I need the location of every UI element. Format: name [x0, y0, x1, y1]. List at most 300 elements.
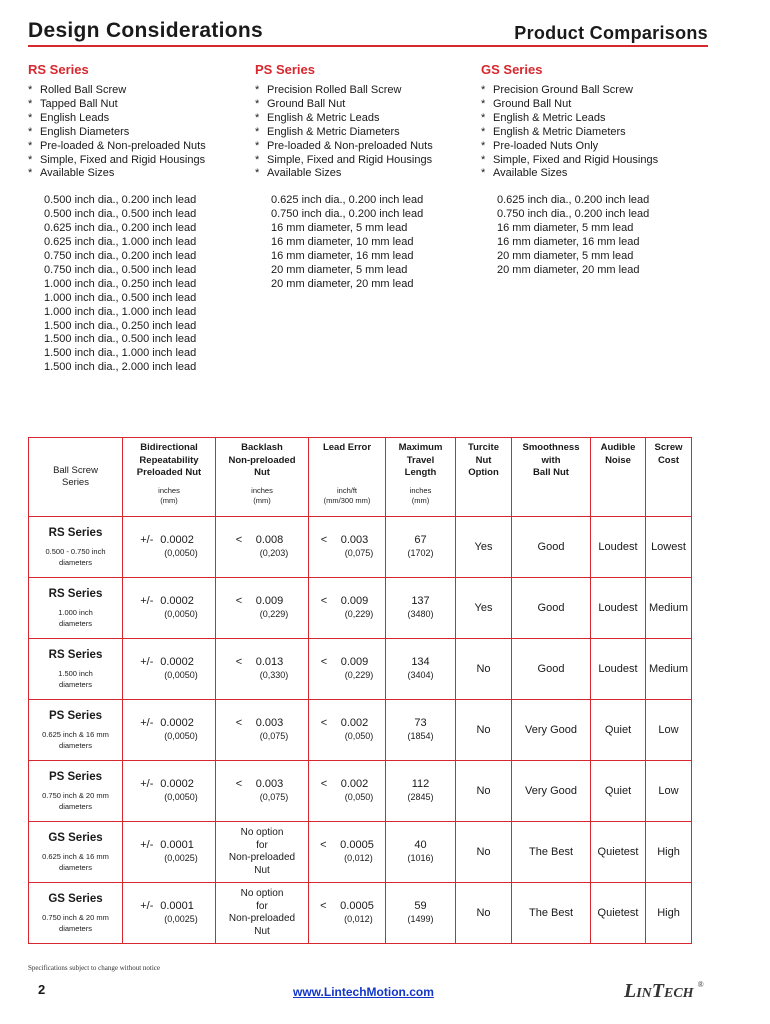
- table-row: [29, 822, 692, 883]
- value-group: [236, 778, 289, 804]
- value-line: [321, 717, 374, 730]
- cell-noise: Loudest: [591, 578, 646, 639]
- cell-series: [29, 822, 123, 883]
- value-metric: (0,0050): [164, 548, 198, 558]
- size-item: 0.625 inch dia., 0.200 inch lead: [44, 222, 197, 235]
- feature-item: * Available Sizes: [28, 167, 253, 181]
- header-series-line: Ball Screw: [53, 464, 98, 476]
- travel-value: 137: [411, 595, 430, 607]
- value-group: [321, 534, 374, 560]
- travel-metric: (2845): [407, 792, 434, 802]
- cell-turcite: No: [456, 761, 512, 822]
- header-repeatability: [123, 438, 216, 517]
- value-metric: (0,229): [344, 609, 374, 619]
- value: 0.0002: [160, 717, 194, 729]
- comparison-table: [28, 437, 692, 944]
- size-item: 0.625 inch dia., 1.000 inch lead: [44, 236, 197, 249]
- logo-text: T: [651, 980, 664, 1002]
- subtitle-line: 0.500 - 0.750 inch: [45, 546, 106, 556]
- size-item: 16 mm diameter, 5 mm lead: [271, 222, 408, 235]
- value: 0.0002: [160, 778, 194, 790]
- value: 0.0001: [160, 839, 194, 851]
- feature-item: * Ground Ball Nut: [255, 98, 480, 112]
- subtitle-line: diameters: [59, 801, 92, 811]
- travel-group: [386, 534, 455, 560]
- feature-item: * Rolled Ball Screw: [28, 84, 253, 98]
- cell-travel: [386, 761, 456, 822]
- value: 0.002: [340, 717, 369, 729]
- value-metric: (0,075): [259, 731, 289, 741]
- series-name: RS Series: [48, 587, 103, 600]
- cell-lead-error: [309, 883, 386, 944]
- header-line: Repeatability: [139, 454, 199, 466]
- value-group: [140, 900, 198, 926]
- cell-repeatability: [123, 822, 216, 883]
- series-column: [255, 62, 480, 292]
- header-line: Non-preloaded: [228, 454, 296, 466]
- header-line: Screw: [654, 442, 683, 453]
- cell-smoothness: Good: [512, 578, 591, 639]
- value-metric: (0,229): [344, 670, 374, 680]
- series-name: RS Series: [48, 648, 103, 661]
- unit-line: inches: [251, 486, 273, 495]
- series-subtitle: [29, 851, 122, 873]
- backlash-text-line: Nut: [254, 925, 270, 937]
- header-line: with: [541, 454, 561, 466]
- series-name: RS Series: [48, 526, 103, 539]
- cell-cost: High: [646, 883, 692, 944]
- feature-item: * Available Sizes: [481, 167, 706, 181]
- value-line: [321, 656, 374, 669]
- cell-lead-error: [309, 761, 386, 822]
- value: 0.0005: [340, 900, 374, 912]
- page-title: Design Considerations: [28, 19, 264, 42]
- subtitle-line: diameters: [59, 618, 92, 628]
- value-group: [236, 656, 289, 682]
- cell-lead-error: [309, 517, 386, 578]
- cell-turcite: No: [456, 822, 512, 883]
- cell-series: [29, 883, 123, 944]
- cell-lead-error: [309, 700, 386, 761]
- backlash-text-line: Nut: [254, 864, 270, 876]
- size-item: 16 mm diameter, 16 mm lead: [497, 236, 640, 249]
- cell-backlash: [216, 578, 309, 639]
- cell-lead-error: [309, 578, 386, 639]
- value-metric: (0,050): [344, 731, 374, 741]
- lintech-logo: [624, 980, 704, 1003]
- value-group: [321, 595, 374, 621]
- table-row: [29, 883, 692, 944]
- feature-item: * Pre-loaded & Non-preloaded Nuts: [255, 140, 480, 154]
- value-group: [321, 778, 374, 804]
- value-line: [140, 778, 198, 791]
- value-line: [140, 717, 198, 730]
- table-header-row: [29, 438, 692, 517]
- size-item: 1.000 inch dia., 0.500 inch lead: [44, 291, 197, 304]
- size-item: 16 mm diameter, 5 mm lead: [497, 222, 634, 235]
- cell-travel: [386, 700, 456, 761]
- feature-item: * English & Metric Leads: [255, 112, 480, 126]
- value-prefix: +/-: [140, 656, 154, 668]
- subtitle-line: diameters: [59, 923, 92, 933]
- table-row: [29, 700, 692, 761]
- value-metric: (0,0050): [164, 731, 198, 741]
- cell-repeatability: [123, 700, 216, 761]
- cell-cost: Lowest: [646, 517, 692, 578]
- subtitle-line: diameters: [59, 740, 92, 750]
- cell-repeatability: [123, 517, 216, 578]
- header-unit: [123, 486, 215, 506]
- travel-value: 112: [411, 778, 430, 790]
- series-subtitle: [29, 668, 122, 690]
- unit-line: (mm): [253, 496, 271, 505]
- value-metric: (0,0025): [164, 853, 198, 863]
- cell-series: [29, 761, 123, 822]
- header-line: Turcite: [468, 442, 499, 453]
- series-name: PS Series: [48, 709, 103, 722]
- value-prefix: <: [235, 778, 243, 790]
- feature-item: * English & Metric Leads: [481, 112, 706, 126]
- travel-group: [386, 778, 455, 804]
- value-group: [321, 656, 374, 682]
- size-item: 16 mm diameter, 10 mm lead: [271, 236, 414, 249]
- value-line: [236, 595, 289, 608]
- value-line: [140, 595, 198, 608]
- size-item: 0.500 inch dia., 0.200 inch lead: [44, 194, 197, 207]
- unit-line: inches: [409, 486, 432, 495]
- value-group: [320, 900, 374, 926]
- subtitle-line: 0.750 inch & 20 mm: [42, 912, 109, 922]
- feature-item: * Ground Ball Nut: [481, 98, 706, 112]
- value-line: [140, 839, 198, 852]
- header-line: Length: [404, 467, 437, 478]
- header-backlash: [216, 438, 309, 517]
- value-prefix: <: [320, 656, 328, 668]
- value-metric: (0,330): [259, 670, 289, 680]
- subtitle-line: 0.625 inch & 16 mm: [42, 729, 109, 739]
- value-prefix: <: [235, 717, 243, 729]
- header-series-line: Series: [62, 477, 89, 488]
- subtitle-line: diameters: [59, 679, 92, 689]
- size-item: 1.500 inch dia., 0.250 inch lead: [44, 319, 197, 332]
- value-metric: (0,075): [344, 548, 374, 558]
- cell-backlash: [216, 761, 309, 822]
- cell-noise: Quiet: [591, 761, 646, 822]
- backlash-text-line: for: [256, 900, 268, 912]
- value-line: [236, 534, 289, 547]
- travel-metric: (1854): [407, 731, 434, 741]
- value-metric: (0,0050): [164, 792, 198, 802]
- cell-repeatability: [123, 639, 216, 700]
- header-lead-error: [309, 438, 386, 517]
- value-prefix: <: [320, 595, 328, 607]
- unit-line: inch/ft: [336, 486, 357, 495]
- value-line: [236, 778, 289, 791]
- series-heading: GS Series: [481, 62, 543, 77]
- size-list: [271, 194, 480, 291]
- size-item: 0.750 inch dia., 0.500 inch lead: [44, 263, 197, 276]
- value-metric: (0,203): [259, 548, 289, 558]
- value-prefix: +/-: [140, 595, 154, 607]
- series-name: GS Series: [48, 892, 103, 905]
- cell-cost: High: [646, 822, 692, 883]
- value-prefix: <: [320, 717, 328, 729]
- feature-list: [255, 84, 480, 181]
- cell-travel: [386, 639, 456, 700]
- header-travel: [386, 438, 456, 517]
- header-line: Travel: [406, 454, 435, 466]
- cell-backlash: [216, 822, 309, 883]
- header-line: Noise: [605, 454, 631, 466]
- cell-smoothness: Good: [512, 639, 591, 700]
- page-number: 2: [38, 982, 46, 997]
- cell-repeatability: [123, 883, 216, 944]
- cell-travel: [386, 883, 456, 944]
- cell-smoothness: Very Good: [512, 761, 591, 822]
- value-prefix: +/-: [140, 839, 154, 851]
- cell-cost: Low: [646, 700, 692, 761]
- subtitle-line: 1.000 inch: [58, 607, 93, 617]
- series-name: PS Series: [48, 770, 103, 783]
- cell-repeatability: [123, 578, 216, 639]
- cell-lead-error: [309, 639, 386, 700]
- feature-item: * Simple, Fixed and Rigid Housings: [481, 154, 706, 168]
- header-rule: [28, 45, 708, 47]
- value-group: [140, 534, 198, 560]
- size-item: 20 mm diameter, 20 mm lead: [497, 263, 640, 276]
- table-row: [29, 517, 692, 578]
- travel-value: 59: [414, 900, 427, 912]
- header-line: Audible: [600, 442, 636, 453]
- value-metric: (0,012): [344, 914, 373, 924]
- cell-series: [29, 578, 123, 639]
- feature-list: [28, 84, 253, 181]
- series-heading: PS Series: [255, 62, 315, 77]
- cell-smoothness: The Best: [512, 883, 591, 944]
- cell-lead-error: [309, 822, 386, 883]
- header-line: Smoothness: [522, 442, 580, 453]
- travel-group: [386, 656, 455, 682]
- value: 0.009: [340, 595, 369, 607]
- cell-backlash: [216, 700, 309, 761]
- unit-line: (mm): [411, 496, 430, 505]
- value: 0.002: [340, 778, 369, 790]
- table-body: [29, 517, 692, 944]
- series-column: [28, 62, 253, 375]
- value: 0.0002: [160, 595, 194, 607]
- value: 0.0001: [160, 900, 194, 912]
- header-noise: [591, 438, 646, 517]
- cell-noise: Loudest: [591, 517, 646, 578]
- travel-value: 73: [414, 717, 427, 729]
- header-unit: [309, 486, 385, 506]
- header-line: Cost: [657, 454, 680, 466]
- cell-cost: Medium: [646, 639, 692, 700]
- value-prefix: <: [320, 778, 328, 790]
- series-heading: RS Series: [28, 62, 89, 77]
- cell-noise: Quietest: [591, 883, 646, 944]
- value-group: [236, 595, 289, 621]
- size-list: [497, 194, 706, 277]
- feature-item: * English & Metric Diameters: [481, 126, 706, 140]
- size-item: 0.625 inch dia., 0.200 inch lead: [271, 194, 424, 207]
- cell-turcite: No: [456, 700, 512, 761]
- size-item: 1.500 inch dia., 0.500 inch lead: [44, 333, 197, 346]
- value-metric: (0,050): [344, 792, 374, 802]
- cell-backlash: [216, 639, 309, 700]
- feature-item: * English Diameters: [28, 126, 253, 140]
- value: 0.0002: [160, 534, 194, 546]
- size-item: 20 mm diameter, 5 mm lead: [497, 249, 634, 262]
- value: 0.0002: [160, 656, 194, 668]
- cell-series: [29, 517, 123, 578]
- value-line: [321, 595, 374, 608]
- value-line: [321, 778, 374, 791]
- feature-item: * Precision Ground Ball Screw: [481, 84, 706, 98]
- travel-metric: (3404): [407, 670, 434, 680]
- value-prefix: <: [235, 534, 243, 546]
- value-group: [321, 717, 374, 743]
- size-item: 16 mm diameter, 16 mm lead: [271, 249, 414, 262]
- feature-list: [481, 84, 706, 181]
- cell-series: [29, 700, 123, 761]
- backlash-text-line: No option: [240, 827, 284, 838]
- unit-line: inches: [158, 486, 180, 495]
- unit-line: (mm): [160, 496, 178, 505]
- header-line: Backlash: [241, 442, 283, 453]
- backlash-text-line: No option: [240, 888, 284, 899]
- size-item: 0.500 inch dia., 0.500 inch lead: [44, 208, 197, 221]
- travel-metric: (3480): [407, 609, 434, 619]
- logo-text: IN: [636, 986, 652, 1001]
- value: 0.013: [255, 656, 284, 668]
- cell-smoothness: Very Good: [512, 700, 591, 761]
- feature-item: * Precision Rolled Ball Screw: [255, 84, 480, 98]
- value-group: [140, 656, 198, 682]
- header-line: Nut: [254, 467, 270, 478]
- header-line: Lead Error: [322, 442, 372, 453]
- travel-metric: (1016): [407, 853, 434, 863]
- value-line: [320, 900, 374, 913]
- series-name: GS Series: [48, 831, 103, 844]
- unit-line: (mm/300 mm): [323, 496, 371, 505]
- value-prefix: <: [235, 656, 243, 668]
- size-item: 1.000 inch dia., 1.000 inch lead: [44, 305, 197, 318]
- subtitle-line: 0.625 inch & 16 mm: [42, 851, 109, 861]
- size-item: 20 mm diameter, 5 mm lead: [271, 263, 408, 276]
- cell-smoothness: Good: [512, 517, 591, 578]
- table-row: [29, 639, 692, 700]
- cell-noise: Quietest: [591, 822, 646, 883]
- size-item: 0.625 inch dia., 0.200 inch lead: [497, 194, 650, 207]
- value: 0.003: [255, 778, 284, 790]
- feature-item: * Simple, Fixed and Rigid Housings: [28, 154, 253, 168]
- value-prefix: <: [320, 900, 327, 912]
- size-item: 1.500 inch dia., 2.000 inch lead: [44, 361, 197, 374]
- header-cost: [646, 438, 692, 517]
- value-prefix: <: [320, 534, 328, 546]
- value-metric: (0,012): [344, 853, 373, 863]
- header-series: [29, 438, 123, 517]
- header-line: Nut: [475, 454, 492, 466]
- subtitle-line: diameters: [59, 557, 92, 567]
- travel-group: [386, 595, 455, 621]
- travel-metric: (1702): [407, 548, 434, 558]
- value-group: [236, 717, 289, 743]
- series-subtitle: [29, 729, 122, 751]
- series-subtitle: [29, 790, 122, 812]
- value-line: [140, 900, 198, 913]
- feature-item: * Tapped Ball Nut: [28, 98, 253, 112]
- value-line: [320, 839, 374, 852]
- size-item: 1.000 inch dia., 0.250 inch lead: [44, 277, 197, 290]
- size-item: 0.750 inch dia., 0.200 inch lead: [44, 249, 197, 262]
- value-group: [320, 839, 374, 865]
- travel-metric: (1499): [407, 914, 434, 924]
- subtitle-line: 1.500 inch: [58, 668, 93, 678]
- value-line: [321, 534, 374, 547]
- value-line: [140, 534, 198, 547]
- series-column: [481, 62, 706, 278]
- value-prefix: <: [320, 839, 327, 851]
- cell-backlash: [216, 517, 309, 578]
- cell-turcite: Yes: [456, 517, 512, 578]
- value-line: [140, 656, 198, 669]
- size-item: 0.750 inch dia., 0.200 inch lead: [271, 208, 424, 221]
- header-unit: [216, 486, 308, 506]
- value-prefix: +/-: [140, 778, 154, 790]
- subtitle-line: 0.750 inch & 20 mm: [42, 790, 109, 800]
- header-unit: [386, 486, 455, 506]
- value-group: [140, 717, 198, 743]
- backlash-text-line: for: [256, 839, 268, 851]
- value-prefix: +/-: [140, 900, 154, 912]
- feature-item: * Pre-loaded Nuts Only: [481, 140, 706, 154]
- header-line: Preloaded Nut: [136, 467, 202, 478]
- cell-travel: [386, 578, 456, 639]
- value-group: [236, 534, 289, 560]
- website-link[interactable]: www.LintechMotion.com: [293, 985, 434, 999]
- cell-turcite: No: [456, 883, 512, 944]
- value-metric: (0,075): [259, 792, 289, 802]
- cell-travel: [386, 822, 456, 883]
- footnote: Specifications subject to change without notice: [28, 964, 160, 972]
- header-line: Ball Nut: [533, 467, 569, 478]
- cell-noise: Loudest: [591, 639, 646, 700]
- value: 0.009: [340, 656, 369, 668]
- value: 0.008: [255, 534, 284, 546]
- value-metric: (0,0050): [164, 670, 198, 680]
- value-group: [140, 595, 198, 621]
- feature-item: * English Leads: [28, 112, 253, 126]
- logo-text: L: [624, 980, 637, 1002]
- section-title: Product Comparisons: [514, 23, 708, 43]
- cell-cost: Medium: [646, 578, 692, 639]
- size-item: 20 mm diameter, 20 mm lead: [271, 277, 414, 290]
- series-subtitle: [29, 546, 122, 568]
- value: 0.009: [255, 595, 284, 607]
- cell-turcite: Yes: [456, 578, 512, 639]
- series-subtitle: [29, 607, 122, 629]
- size-item: 1.500 inch dia., 1.000 inch lead: [44, 347, 197, 360]
- value-prefix: <: [235, 595, 243, 607]
- travel-group: [386, 839, 455, 865]
- backlash-text-line: Non-preloaded: [228, 913, 296, 924]
- cell-repeatability: [123, 761, 216, 822]
- feature-item: * Pre-loaded & Non-preloaded Nuts: [28, 140, 253, 154]
- header-line: Maximum: [398, 442, 443, 453]
- travel-group: [386, 717, 455, 743]
